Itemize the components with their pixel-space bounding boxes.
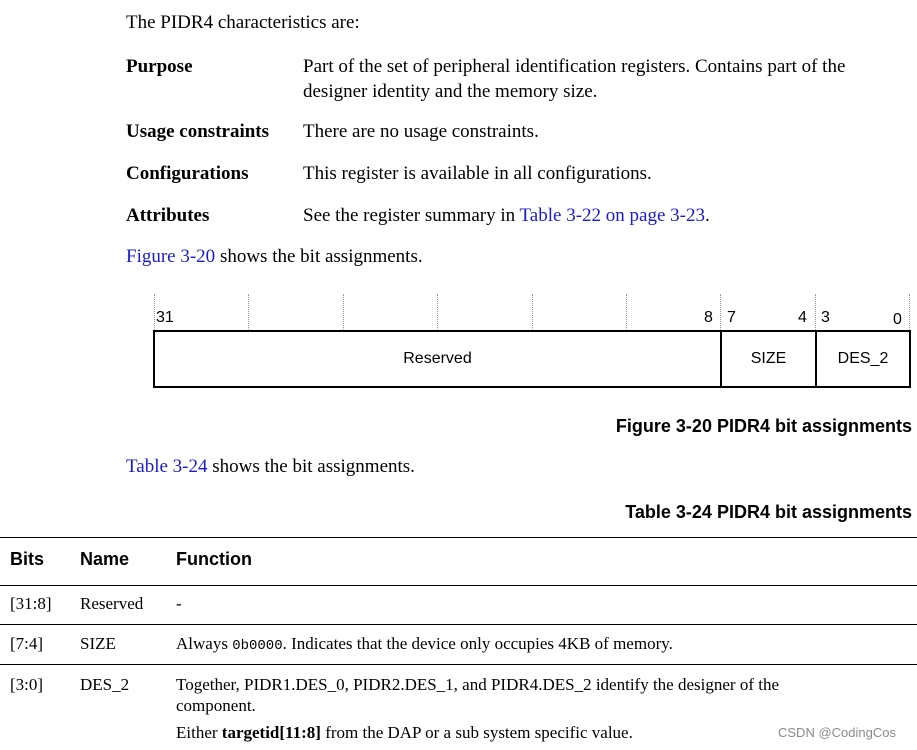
configurations-text: This register is available in all configurations. [303,163,652,184]
row-bits: [7:4] [10,634,44,653]
field-size-label: SIZE [750,350,787,367]
table-3-22-link[interactable]: Table 3-22 on page 3-23 [519,205,705,226]
function-text: . Indicates that the device only occupies 4KB of memory. [282,634,673,653]
field-des-2-label: DES_2 [837,350,889,367]
bit-tick [909,294,910,330]
bit-tick [626,294,627,330]
function-text: from the DAP or a sub system specific value. [320,723,633,742]
row-function [176,634,673,654]
purpose-label: Purpose [126,56,193,77]
row-function: - [176,594,182,613]
bit-tick [532,294,533,330]
bit-tick [437,294,438,330]
row-function-line-1: Together, PIDR1.DES_0, PIDR2.DES_1, and PIDR4.DES_2 identify the designer of the [176,675,779,694]
header-name: Name [80,549,130,569]
row-name: Reserved [80,594,144,613]
bit-label-8: 8 [704,309,713,326]
field-size [720,330,817,388]
bit-tick [248,294,249,330]
attributes-text-before: See the register summary in [303,205,520,226]
bit-tick [154,294,155,330]
row-rule [0,624,917,625]
attributes-text [303,205,710,227]
bit-label-7: 7 [727,309,736,326]
field-des-2 [815,330,911,388]
attributes-label: Attributes [126,205,210,226]
figure-reference [126,246,423,268]
watermark: CSDN @CodingCos [778,725,896,740]
table-top-rule [0,537,917,538]
figure-caption: Figure 3-20 PIDR4 bit assignments [615,416,912,436]
bit-label-3: 3 [821,309,830,326]
usage-constraints-label: Usage constraints [126,121,270,142]
function-bold-signal: targetid[11:8] [221,723,321,742]
bit-label-31: 31 [156,309,174,326]
table-header-rule [0,585,917,586]
table-3-24-link[interactable]: Table 3-24 [126,456,208,477]
function-code: 0b0000 [232,638,283,654]
bit-tick [815,294,816,330]
header-bits: Bits [10,549,45,569]
function-text: Either [176,723,222,742]
table-caption: Table 3-24 PIDR4 bit assignments [625,502,912,522]
purpose-line-2: designer identity and the memory size. [303,81,598,102]
function-text: Always [176,634,233,653]
field-reserved [153,330,722,388]
intro-text: The PIDR4 characteristics are: [126,12,360,33]
row-function-line-2: component. [176,696,256,715]
figure-reference-text: shows the bit assignments. [215,246,423,267]
row-bits: [31:8] [10,594,52,613]
row-bits: [3:0] [10,675,44,694]
attributes-text-after: . [704,205,710,226]
header-function: Function [176,549,252,569]
bit-tick [720,294,721,330]
bit-label-0: 0 [893,311,902,328]
table-reference [126,456,415,478]
purpose-line-1: Part of the set of peripheral identification registers. Contains part of the [303,56,846,77]
table-reference-text: shows the bit assignments. [207,456,415,477]
field-reserved-label: Reserved [403,350,472,367]
configurations-label: Configurations [126,163,249,184]
bit-label-4: 4 [798,309,807,326]
row-name: DES_2 [80,675,130,694]
bit-tick [343,294,344,330]
row-function-line-3 [176,723,633,743]
usage-constraints-text: There are no usage constraints. [303,121,539,142]
row-name: SIZE [80,634,116,653]
row-rule [0,664,917,665]
figure-3-20-link[interactable]: Figure 3-20 [126,246,216,267]
